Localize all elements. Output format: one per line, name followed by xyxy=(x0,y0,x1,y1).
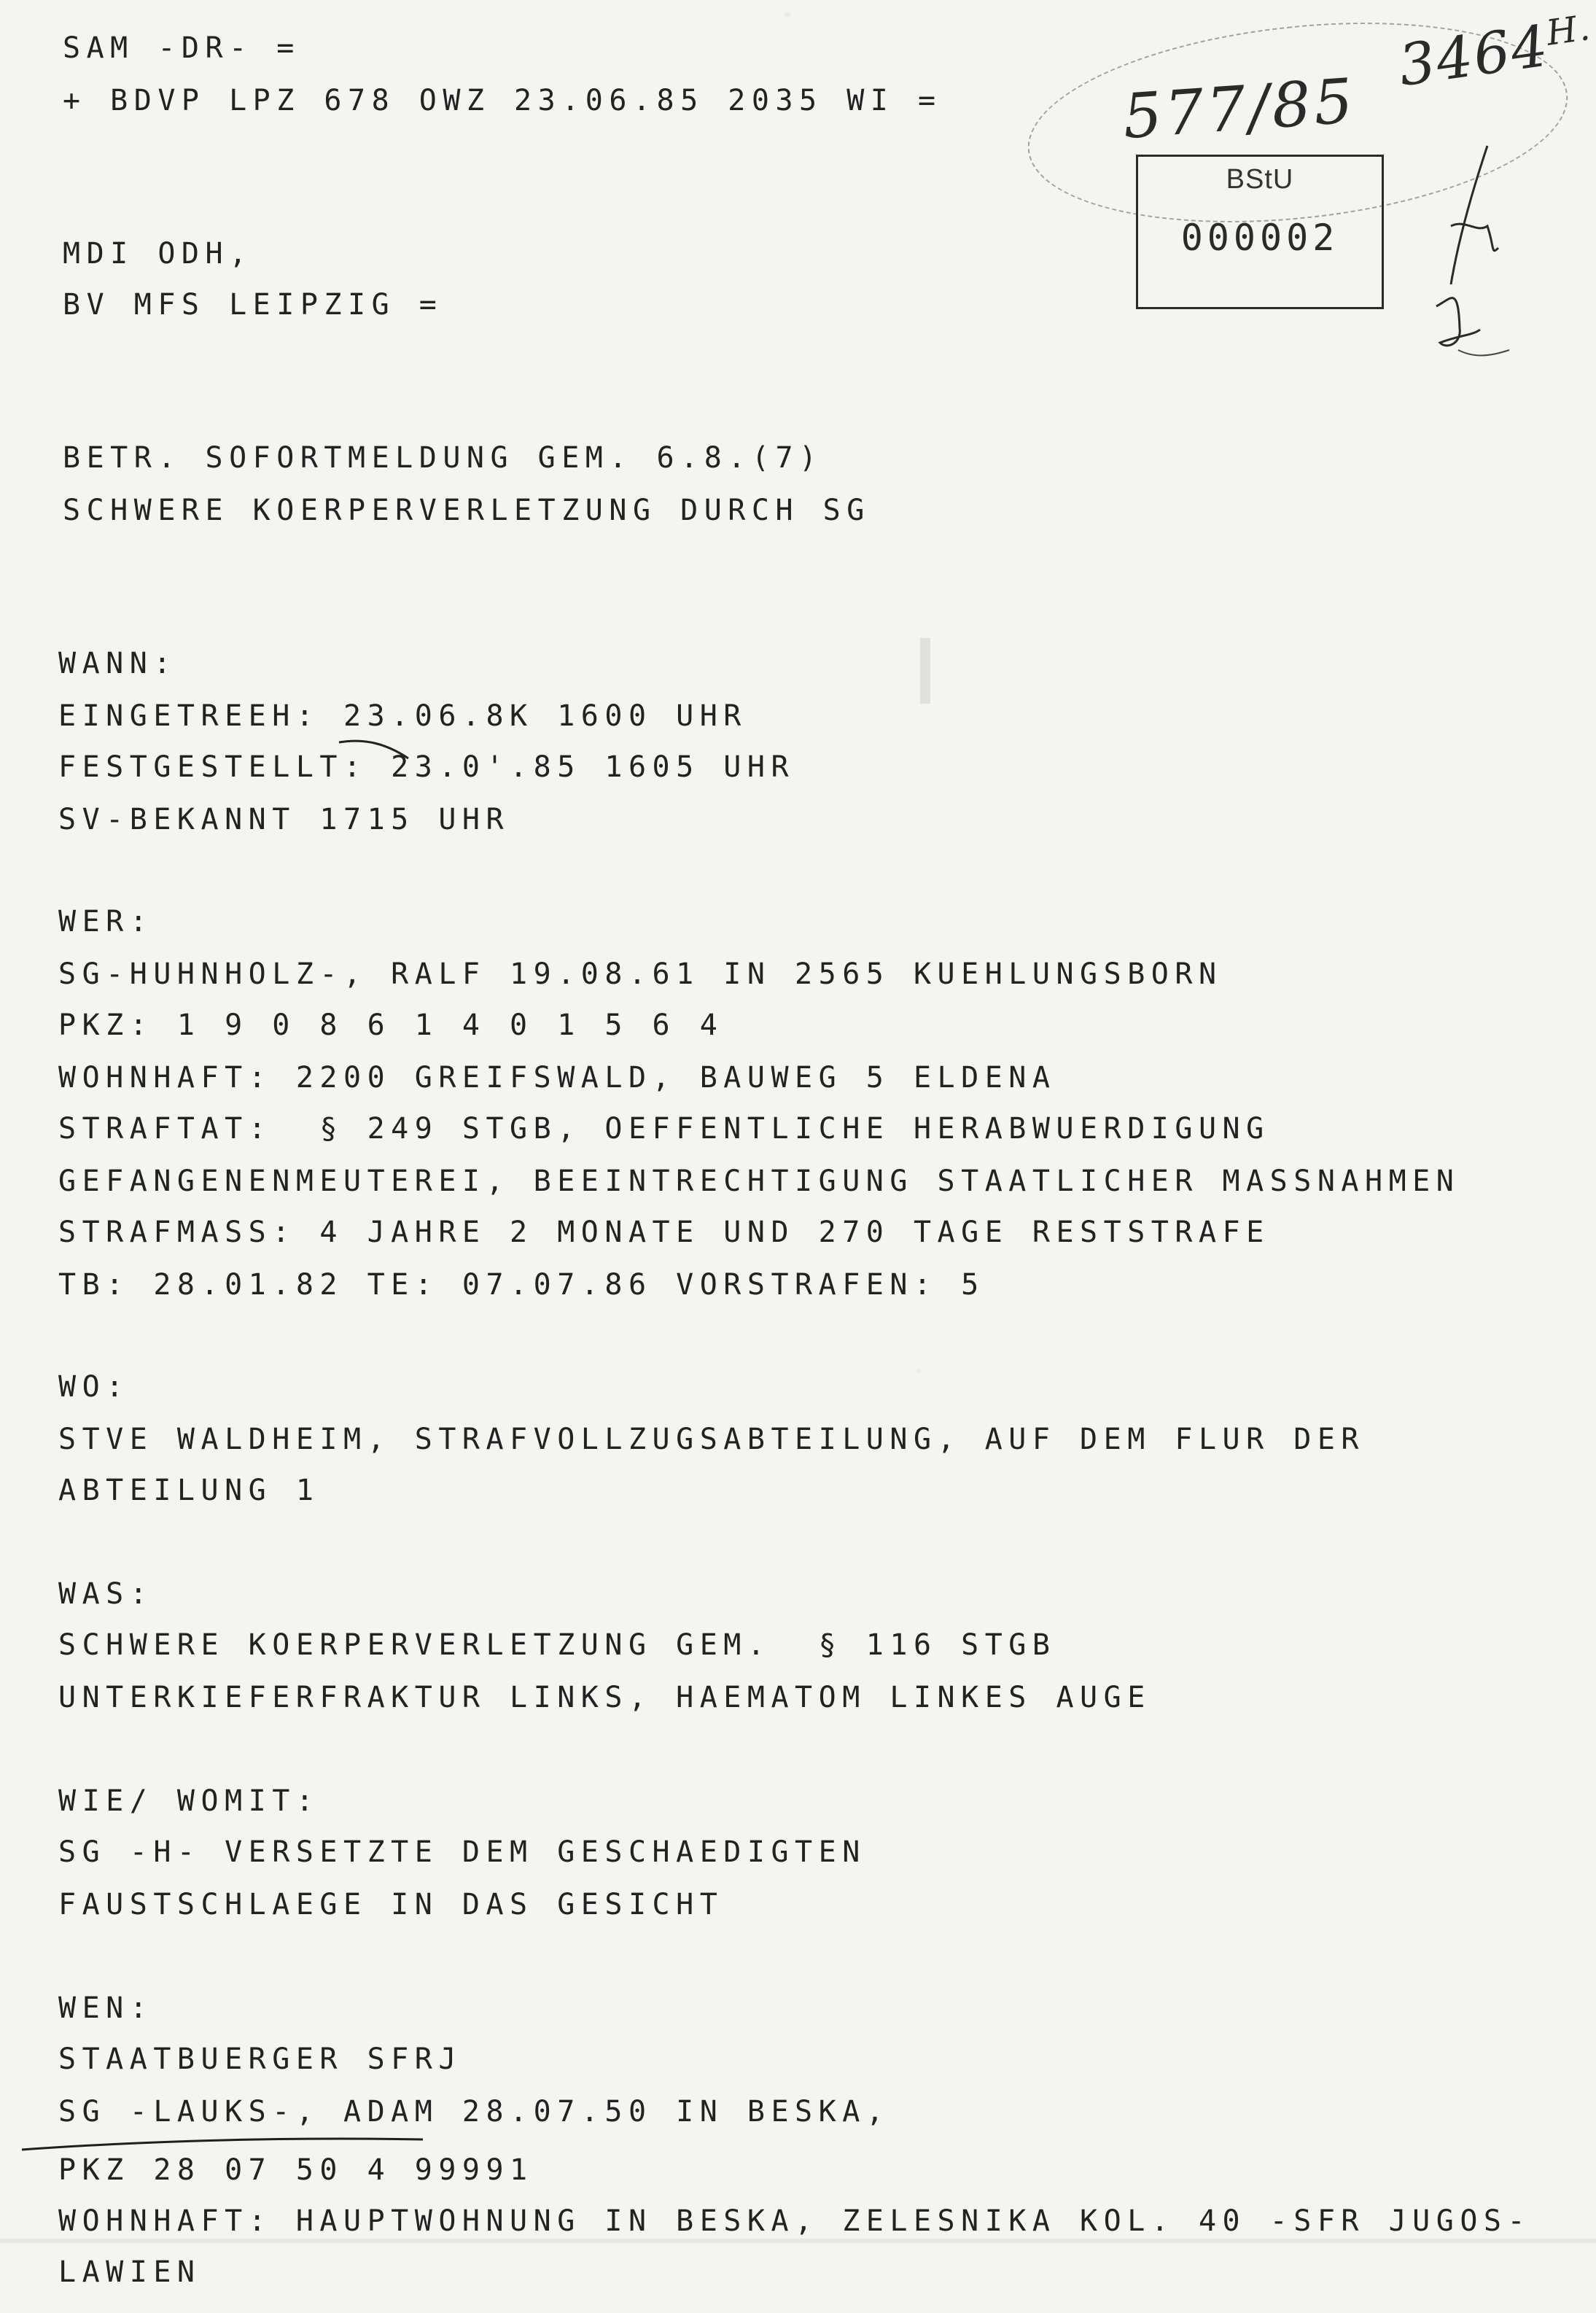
telex-line: WOHNHAFT: 2200 GREIFSWALD, BAUWEG 5 ELDENA xyxy=(58,1061,1056,1095)
telex-line: MDI ODH, xyxy=(63,237,253,271)
telex-line: WAS: xyxy=(58,1577,154,1611)
telex-line: TB: 28.01.82 TE: 07.07.86 VORSTRAFEN: 5 xyxy=(58,1268,985,1302)
telex-line: LAWIEN xyxy=(58,2255,201,2289)
telex-line: SV-BEKANNT 1715 UHR xyxy=(58,803,510,836)
telex-line: SAM -DR- = xyxy=(63,31,300,65)
telex-line: STVE WALDHEIM, STRAFVOLLZUGSABTEILUNG, AUF DEM FLUR DER xyxy=(58,1423,1366,1456)
handwritten-signature xyxy=(1407,139,1553,372)
telex-line: STAATBUERGER SFRJ xyxy=(58,2042,462,2076)
telex-line: WANN: xyxy=(58,647,177,680)
telex-line: STRAFTAT: § 249 STGB, OEFFENTLICHE HERABWUERDIGUNG xyxy=(58,1112,1270,1146)
telex-line: WO: xyxy=(58,1370,130,1404)
stamp-agency: BStU xyxy=(1226,164,1294,195)
telex-line: SCHWERE KOERPERVERLETZUNG GEM. § 116 STGB xyxy=(58,1628,1056,1662)
telex-line: + BDVP LPZ 678 OWZ 23.06.85 2035 WI = xyxy=(63,84,942,117)
telex-line: BV MFS LEIPZIG = xyxy=(63,288,443,322)
archive-stamp xyxy=(1136,155,1384,309)
telex-line: WOHNHAFT: HAUPTWOHNUNG IN BESKA, ZELESNIKA KOL. 40 -SFR JUGOS- xyxy=(58,2204,1532,2238)
telex-line: FESTGESTELLT: 23.0'.85 1605 UHR xyxy=(58,750,795,784)
telex-line: EINGETREEH: 23.06.8K 1600 UHR xyxy=(58,699,747,733)
telex-line: GEFANGENENMEUTEREI, BEEINTRECHTIGUNG STAATLICHER MASSNAHMEN xyxy=(58,1165,1460,1198)
telex-line: PKZ: 1 9 0 8 6 1 4 0 1 5 6 4 xyxy=(58,1008,724,1042)
telex-line: BETR. SOFORTMELDUNG GEM. 6.8.(7) xyxy=(63,441,823,475)
telex-line: WIE/ WOMIT: xyxy=(58,1784,320,1818)
telex-line: UNTERKIEFERFRAKTUR LINKS, HAEMATOM LINKES AUGE xyxy=(58,1681,1151,1714)
handwritten-top-number: 3464 xyxy=(1395,13,1554,100)
telex-line: FAUSTSCHLAEGE IN DAS GESICHT xyxy=(58,1888,724,1921)
telex-line: SG-HUHNHOLZ-, RALF 19.08.61 IN 2565 KUEHLUNGSBORN xyxy=(58,957,1223,991)
stamp-number: 000002 xyxy=(1180,217,1339,259)
handwritten-file-number: 577/85 xyxy=(1120,64,1358,153)
telex-line: SG -LAUKS-, ADAM 28.07.50 IN BESKA, xyxy=(58,2095,890,2129)
scan-smudge xyxy=(920,638,930,704)
telex-line: SG -H- VERSETZTE DEM GESCHAEDIGTEN xyxy=(58,1835,866,1869)
handwritten-page-number xyxy=(1395,7,1596,99)
telex-line: WEN: xyxy=(58,1991,154,2025)
telex-line: STRAFMASS: 4 JAHRE 2 MONATE UND 270 TAGE RESTSTRAFE xyxy=(58,1216,1270,1249)
handwritten-top-letter: H. xyxy=(1544,7,1594,54)
handwritten-underline xyxy=(15,2129,437,2158)
telex-line: SCHWERE KOERPERVERLETZUNG DURCH SG xyxy=(63,494,871,527)
telex-line: PKZ 28 07 50 4 99991 xyxy=(58,2153,534,2187)
telex-line: WER: xyxy=(58,905,154,938)
telex-line: ABTEILUNG 1 xyxy=(58,1474,320,1507)
handwritten-correction-mark xyxy=(335,736,423,766)
